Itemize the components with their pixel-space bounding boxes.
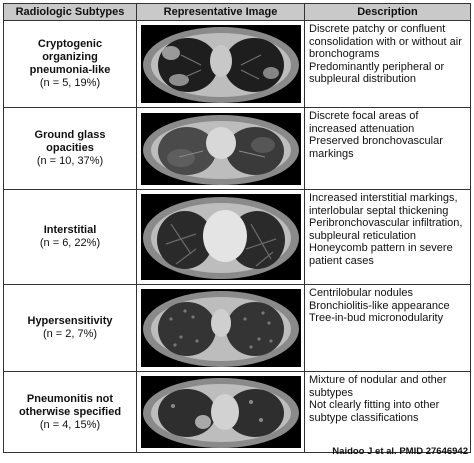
table-row bbox=[4, 372, 471, 453]
ct-scan-image bbox=[141, 289, 301, 367]
description-line: Bronchiolitis-like appearance bbox=[309, 299, 450, 312]
image-cell bbox=[137, 108, 305, 190]
citation-credit: Naidoo J et al. PMID 27646942 bbox=[332, 446, 468, 457]
header-radiologic-subtypes: Radiologic Subtypes bbox=[4, 4, 137, 21]
header-description: Description bbox=[305, 4, 471, 21]
subtype-name: Interstitial bbox=[43, 224, 97, 236]
subtype-cell bbox=[4, 285, 137, 372]
description-cell bbox=[305, 21, 471, 108]
subtype-count: (n = 6, 22%) bbox=[39, 237, 101, 249]
description-line: Not clearly fitting into other subtype classifications bbox=[309, 399, 440, 424]
radiologic-subtypes-table bbox=[3, 3, 471, 453]
image-cell bbox=[137, 285, 305, 372]
ct-scan-image bbox=[141, 113, 301, 185]
subtype-count: (n = 5, 19%) bbox=[39, 77, 101, 89]
subtype-count: (n = 10, 37%) bbox=[36, 155, 104, 167]
ct-scan-image bbox=[141, 194, 301, 280]
table-row bbox=[4, 21, 471, 108]
description-cell bbox=[305, 285, 471, 372]
table-row bbox=[4, 108, 471, 190]
subtype-cell bbox=[4, 108, 137, 190]
subtype-name: Ground glass opacities bbox=[34, 129, 106, 154]
ct-scan-image bbox=[141, 376, 301, 448]
subtype-cell bbox=[4, 372, 137, 453]
table-header bbox=[4, 4, 471, 21]
table-row bbox=[4, 285, 471, 372]
table-row bbox=[4, 190, 471, 285]
subtype-cell bbox=[4, 21, 137, 108]
description-line: Increased interstitial markings, interlobular septal thickening bbox=[309, 192, 458, 217]
description-line: Centrilobular nodules bbox=[309, 287, 413, 299]
ct-scan-image bbox=[141, 25, 301, 103]
description-cell bbox=[305, 108, 471, 190]
description-line: Peribronchovascular infiltration, subpleural reticulation bbox=[309, 217, 463, 242]
subtype-name: Cryptogenic organizing pneumonia-like bbox=[29, 38, 111, 76]
header-representative-image: Representative Image bbox=[137, 4, 305, 21]
description-line: Predominantly peripheral or subpleural distribution bbox=[309, 60, 445, 85]
image-cell bbox=[137, 21, 305, 108]
subtype-count: (n = 4, 15%) bbox=[39, 418, 101, 431]
description-line: Mixture of nodular and other subtypes bbox=[309, 374, 447, 399]
image-cell bbox=[137, 372, 305, 453]
description-line: Tree-in-bud micronodularity bbox=[309, 312, 444, 324]
description-cell bbox=[305, 190, 471, 285]
subtype-count: (n = 2, 7%) bbox=[42, 328, 98, 340]
subtype-name: Hypersensitivity bbox=[27, 315, 113, 327]
header-row bbox=[4, 4, 471, 21]
image-cell bbox=[137, 190, 305, 285]
description-line: Discrete patchy or confluent consolidation with or without air bronchograms bbox=[309, 23, 462, 60]
description-line: Discrete focal areas of increased attenuation bbox=[309, 110, 419, 135]
subtype-cell bbox=[4, 190, 137, 285]
subtype-name: Pneumonitis not otherwise specified bbox=[18, 392, 122, 418]
description-cell bbox=[305, 372, 471, 453]
description-line: Honeycomb pattern in severe patient cases bbox=[309, 242, 453, 267]
description-line: Preserved bronchovascular markings bbox=[309, 135, 443, 160]
